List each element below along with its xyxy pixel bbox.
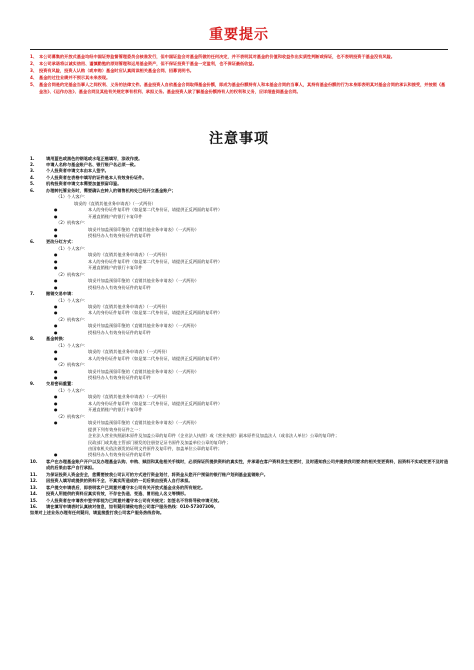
important-item xyxy=(30,81,448,95)
notes-bullet-text: 本人的身份证件复印件（如是第二代身份证，请提供正反两面的复印件） xyxy=(88,400,223,406)
notes-item-text: 个人投资者申请文本由本人签字。 xyxy=(46,168,109,174)
notes-item-number: 13. xyxy=(30,484,38,490)
notes-item-text: 为保证投资人资金安全，您需要按我公司认可的方式进行资金划付，将资金从您开户预留的银行账户划到基金直销账户。 xyxy=(46,471,268,477)
important-item-text: 本公司募集的开放式基金均经中国证券监督管理委员会核准发行，但中国证监会对基金所做的任何决定，并不表明其对基金的价值和收益作出实质性判断或保证，也不表明投资于基金没有风险。 xyxy=(39,54,395,59)
important-title: 重要提示 xyxy=(209,27,269,43)
notes-item xyxy=(30,291,448,297)
important-item-number: 1、 xyxy=(30,54,38,59)
notes-item-text: 个人投资者在申请表中签字即视为已同意并遵守本公司有关规定；如签名不符将导致申请无效。 xyxy=(46,497,222,503)
notes-item-number: 4. xyxy=(30,174,35,180)
notes-bullet-text: 本人的身份证件复印件（如是第二代身份证，请提供正反两面的复印件） xyxy=(88,310,223,316)
notes-bullet-text: 本人的身份证件复印件（如是第二代身份证，请提供正反两面的复印件） xyxy=(88,258,223,264)
notes-item-number: 10. xyxy=(30,458,38,464)
notes-item xyxy=(30,188,448,194)
notes-item-text: 机构投资者申请文本需要加盖预留印鉴。 xyxy=(46,181,122,187)
notes-subheading: （1）个人客户： xyxy=(56,342,88,348)
notes-item-number: 12. xyxy=(30,478,38,484)
notes-item-number: 6. xyxy=(30,239,35,245)
notes-item-text: 更改分红方式： xyxy=(46,239,76,245)
important-item-number: 3、 xyxy=(30,68,38,74)
notes-bullet-text: 本人的身份证件复印件（如是第二代身份证，请提供正反两面的复印件） xyxy=(88,207,223,213)
notes-item-text: 办理转托管业务时，需要确认在转入的销售机构处已经开立基金账户； xyxy=(46,187,176,193)
notes-item-number: 9. xyxy=(30,381,35,387)
notes-bullet-text: 本人的身份证件复印件（如是第二代身份证，请提供正反两面的复印件） xyxy=(88,355,223,361)
important-item-number: 2、 xyxy=(30,61,38,67)
important-item xyxy=(30,74,448,81)
important-item-text: 基金的过往业绩并不预示其未来表现。 xyxy=(39,75,111,81)
notes-item-text: 客户在办理基金账户开户以及办理基金认购、申购、赎回和其他相关手续时，必须保证所提供资料的真实性，并承诺在客户资料发生变更时，及时通知我公司并提供我司要求的相关变更资料，因资料不实或变更不及时造成的后果由客户自行承担。 xyxy=(46,458,449,471)
important-item-text: 本公司承诺将以诚实信用、谨慎勤勉的原则管理和运用基金资产，但不保证投资于基金一定盈利，也不保证最低收益。 xyxy=(39,61,257,67)
notes-item-text: 申请人名称与基金账户名、银行账户名必须一致。 xyxy=(46,162,139,168)
notes-item-text: 请用蓝色或黑色的钢笔或水笔正楷填写，涂改作废。 xyxy=(46,155,143,161)
notes-subheading: （1）个人客户： xyxy=(56,245,88,251)
important-item-text: 基金合同是约定基金当事人之间权利、义务的法律文件。基金投资人自依基金合同取得基金份额，即成为基金份额持有人和本基金合同的当事人，其持有基金份额的行为本身即表明其对基金合同的承认和接受，并按照《基金法》、《运作办法》、基金合同及其他有关规定享有权利、承担义务。基金投资人欲了解基金份额持有人的权利和义务，应详细查阅基金合同。 xyxy=(39,82,446,95)
notes-subheading: （1）个人客户： xyxy=(56,194,88,200)
notes-subheading: （1）个人客户： xyxy=(56,297,88,303)
notes-text-line: 由国家机关依法颁发的证明文件原件及复印件，加盖单位公章的复印件； xyxy=(88,445,223,451)
notes-item-text: 撤销交易申请： xyxy=(46,291,76,297)
important-item-text: 投资有风险，投资人认购（或申购）基金时应认真阅读相关基金合同、招募说明书。 xyxy=(39,68,194,74)
notes-item-text: 请在填写申请表时认真核对信息，如有疑问请致电我公司客户服务热线：010-57307309。 xyxy=(46,504,218,510)
notes-item-number: 11. xyxy=(30,471,38,477)
bullet-icon xyxy=(54,407,88,413)
notes-item-number: 6. xyxy=(30,187,35,193)
notes-bullet-text: 填妥的《直销其他业务申请表》（一式两份） xyxy=(88,394,170,400)
notes-item-number: 15. xyxy=(30,497,38,503)
notes-item-text: 投资人所提供的资料应真实有效，不存在伪造、变造、冒用他人名义等情形。 xyxy=(46,491,189,497)
notes-subheading: （1）个人客户： xyxy=(56,387,88,393)
notes-bullet-text: 填妥并加盖预留印鉴的《直销其他业务申请表》（一式两份） xyxy=(88,420,199,426)
important-item-number: 4、 xyxy=(30,75,38,81)
notes-bullet-text: 填妥并加盖预留印鉴的《直销其他业务申请表》（一式两份） xyxy=(88,368,199,374)
notes-title: 注意事项 xyxy=(209,130,269,147)
notes-item-number: 7. xyxy=(30,291,35,297)
notes-item-number: 1. xyxy=(30,155,35,161)
bullet-icon xyxy=(54,265,88,271)
notes-item-number: 2. xyxy=(30,162,35,168)
notes-item-text: 客户提交申请表后，即表明客户已同意并遵守本公司有关开放式基金业务的所有规定。 xyxy=(46,484,206,490)
notes-bullet-text: 开通直销账户的银行卡复印件 xyxy=(88,407,143,413)
notes-subheading: （2）机构客户： xyxy=(56,316,88,322)
important-item xyxy=(30,67,448,74)
notes-bullet-text: 填妥并加盖预留印鉴的《直销其他业务申请表》（一式两份） xyxy=(88,278,199,284)
notes-bullet-text: 授权经办人有效身份证件的复印件 xyxy=(88,452,151,458)
important-item xyxy=(30,60,448,67)
notes-item-text: 个人投资者在表格中填写的证件是本人有效身份证件。 xyxy=(46,174,147,180)
bullet-icon xyxy=(54,310,88,316)
notes-item-text: 交易密码重置： xyxy=(46,381,76,387)
important-notice-list xyxy=(30,53,448,96)
notes-item xyxy=(30,381,448,387)
notes-bullet-text: 授权经办人有效身份证件的复印件 xyxy=(88,329,151,335)
notes-bullet-text: 授权经办人有效身份证件的复印件 xyxy=(88,374,151,380)
notes-bullet-text: 填妥并加盖预留印鉴的《直销其他业务申请表》（一式两份） xyxy=(88,226,199,232)
notes-bullet-text: 授权经办人有效身份证件的复印件 xyxy=(88,284,151,290)
notes-subheading: （2）机构客户： xyxy=(56,271,88,277)
notes-item-number: 14. xyxy=(30,491,38,497)
notes-bullet-text: 授权经办人有效身份证件的复印件 xyxy=(88,233,151,238)
notes-bullet-text: 填妥的《直销其他业务申请表》（一式两份） xyxy=(88,303,170,309)
notes-list xyxy=(30,156,448,511)
notes-item xyxy=(30,239,448,245)
notes-item-number: 3. xyxy=(30,168,35,174)
notes-item-number: 8. xyxy=(30,336,35,342)
notes-item xyxy=(30,459,448,472)
bullet-icon xyxy=(54,420,88,426)
notes-item-text: 因投资人填写或提供的资料不全、不真实所造成的一切后果由投资人自行承担。 xyxy=(46,478,193,484)
notes-text-line: 企业法人营业执照副本原件及加盖公章的复印件《企业法人执照》或《营业执照》副本原件及加盖法人（或非法人单位）公章的复印件； xyxy=(88,433,340,439)
important-item xyxy=(30,53,448,60)
notes-bullet-text: 填妥的《直销其他业务申请表》（一式两份） xyxy=(88,349,170,355)
notes-bullet-text: 填妥的《直销其他业务申请表》（一式两份） xyxy=(88,252,170,258)
notes-text-line: 民政部门或其他主管部门颁发的注册登记证书原件及加盖单位公章的复印件； xyxy=(88,439,231,445)
notes-text-line: 填妥的《直销其他业务申请表》（一式两份） xyxy=(74,200,156,206)
notes-footer: 如果对上述业务办理有任何疑问，请直接拨打我公司客户服务热线咨询。 xyxy=(30,510,165,516)
notes-subheading: （2）机构客户： xyxy=(56,220,88,226)
notes-item-text: 基金转换： xyxy=(46,336,67,342)
notes-bullet-text: 开通直销账户的银行卡复印件 xyxy=(88,265,143,271)
notes-subheading: （2）机构客户： xyxy=(56,362,88,368)
notes-bullet-text: 开通直销账户的银行卡复印件 xyxy=(88,213,143,219)
important-item-number: 5、 xyxy=(30,82,38,88)
notes-bullet-text: 填妥并加盖预留印鉴的《直销其他业务申请表》（一式两份） xyxy=(88,323,199,329)
notes-item-number: 16. xyxy=(30,504,38,510)
notes-item-number: 5. xyxy=(30,181,35,187)
notes-text-line: 提供下列有效身份证件之一： xyxy=(88,426,143,432)
title-divider xyxy=(30,49,448,50)
notes-subheading: （2）机构客户： xyxy=(56,413,88,419)
notes-item xyxy=(30,336,448,342)
